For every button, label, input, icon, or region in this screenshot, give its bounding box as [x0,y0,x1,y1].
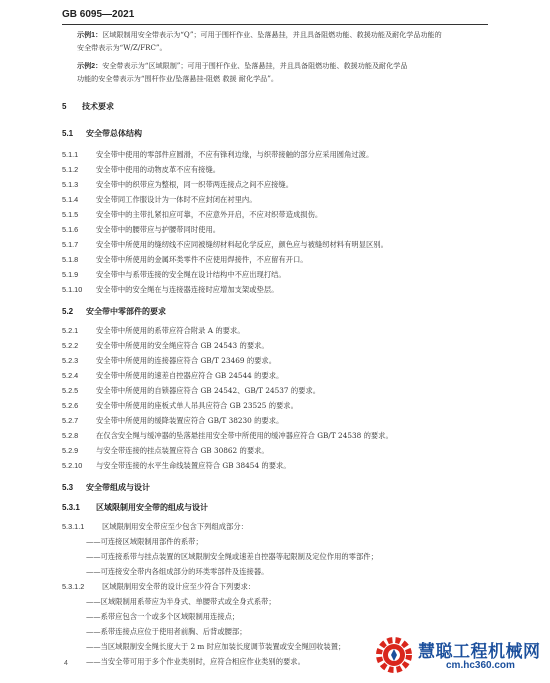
clause [62,401,298,411]
section-title: 区域限制用安全带的组成与设计 [96,503,208,512]
example-1 [77,29,489,54]
standard-code: GB 6095—2021 [62,9,135,20]
example-text: 安全带表示为“W/Z/FRC”。 [77,42,167,52]
clause [62,195,257,205]
clause [62,270,286,280]
clause-number: 5.2.6 [62,401,79,410]
watermark-name: 慧聪工程机械网 [418,642,541,662]
clause-text: 安全带中所使用的缝纫线不应同被缝纫材料起化学反应，颜色应与被缝纫材料有明显区别。 [96,240,388,249]
clause [62,461,291,471]
clause [62,416,283,426]
clause-number: 5.1.4 [62,195,79,204]
clause-number: 5.2.4 [62,371,79,380]
clause [62,255,308,265]
clause-number: 5.1.2 [62,165,79,174]
clause [62,386,320,396]
clause-number: 5.2.5 [62,386,79,395]
section-title: 安全带中零部件的要求 [86,307,166,316]
example-tag: 示例2： [77,62,103,70]
clause-text: 安全带中所使用的系带应符合附录 A 的要求。 [96,326,245,335]
clause-number: 5.1.9 [62,270,79,279]
clause [62,210,322,220]
clause [62,356,276,366]
page-number: 4 [64,660,68,667]
list-item: ——可连接安全带内各组成部分的环类零部件及连接器。 [86,567,269,576]
header-rule [62,24,488,25]
clause-text: 安全带中的安全绳在与连接器连接时应增加支架或垫层。 [96,285,279,294]
clause [62,446,269,456]
section-heading [62,101,114,112]
clause [62,165,220,175]
clause [62,240,388,250]
example-text: 区域限制用安全带表示为“Q”；可用于围杆作业、坠落悬挂，并且具备阻燃功能、救援功能及耐化学品功能的 [102,30,442,39]
clause-text: 安全带中使用的零部件应圆滑，不应有锋利边缘，与织带接触的部分应采用圆角过渡。 [96,150,374,159]
clause-number: 5.2.10 [62,461,83,470]
clause-number: 5.1.8 [62,255,79,264]
clause-number: 5.1.6 [62,225,79,234]
clause-number: 5.2.1 [62,326,79,335]
clause-text: 安全带中与系带连接的安全绳在设计结构中不应出现打结。 [96,270,286,279]
clause-number: 5.2.8 [62,431,79,440]
clause [62,582,255,592]
list-item: ——可连接区域限制用部件的系带； [86,537,203,546]
list-item: ——当安全带可用于多个作业类别时，应符合相应作业类别的要求。 [86,657,305,666]
clause-text: 安全带中所使用的座板式单人吊具应符合 GB 23525 的要求。 [96,401,298,410]
section-heading [62,128,142,139]
section-title: 安全带总体结构 [86,129,142,138]
clause [62,225,220,235]
section-heading [62,306,166,317]
example-text: 功能的安全带表示为“围杆作业/坠落悬挂-阻燃 救援 耐化学品”。 [77,73,278,83]
clause [62,180,293,190]
example-text: 安全带表示为“区域限制”；可用于围杆作业、坠落悬挂，并且具备阻燃功能、救援功能及耐化学品 [102,61,408,70]
clause-text: 安全带中所使用的安全绳应符合 GB 24543 的要求。 [96,341,269,350]
clause-text: 安全带中的织带应为整根，同一织带两连接点之间不应接缝。 [96,180,294,189]
clause-text: 与安全带连接的水平生命线装置应符合 GB 38454 的要求。 [96,461,291,470]
clause-text: 与安全带连接的挂点装置应符合 GB 30862 的要求。 [96,446,269,455]
clause [62,326,245,336]
clause [62,431,393,441]
clause-text: 安全带中使用的动物皮革不应有接缝。 [96,165,221,174]
list-item: ——系带应包含一个或多个区域限制用连接点； [86,612,240,621]
clause-text: 安全带同工作服设计为一体时不应封闭在衬里内。 [96,195,257,204]
clause-text: 安全带中所使用的金属环类零件不应使用焊接件，不应留有开口。 [96,255,308,264]
clause-number: 5.3.1.1 [62,522,85,531]
clause [62,522,248,532]
clause-text: 安全带中所使用的连接器应符合 GB/T 23469 的要求。 [96,356,277,365]
section-heading [62,482,150,493]
clause [62,285,278,295]
watermark [374,633,542,677]
clause-number: 5.2.3 [62,356,79,365]
clause-text: 安全带中所使用的自锁器应符合 GB 24542、GB/T 24537 的要求。 [96,386,321,395]
clause [62,150,373,160]
clause-text: 区域限制用安全带应至少包含下列组成部分： [102,522,248,531]
section-number: 5.3.1 [62,503,80,512]
clause-number: 5.2.2 [62,341,79,350]
clause-number: 5.1.3 [62,180,79,189]
watermark-url: cm.hc360.com [446,660,515,671]
list-item: ——区域限制用系带应为半身式、单腰带式或全身式系带； [86,597,276,606]
section-number: 5.1 [62,129,74,138]
clause-text: 在仅含安全绳与缓冲器的坠落悬挂用安全带中所使用的缓冲器应符合 GB/T 24538 的要求。 [96,431,393,440]
example-tag: 示例1： [77,31,103,39]
clause-number: 5.1.1 [62,150,79,159]
clause-number: 5.2.9 [62,446,79,455]
clause-number: 5.1.7 [62,240,79,249]
list-item: ——可连接系带与挂点装置的区域限制安全绳或速差自控器等起限制及定位作用的零部件； [86,552,378,561]
example-2 [77,60,489,85]
clause-number: 5.1.10 [62,285,83,294]
section-number: 5.2 [62,307,74,316]
section-title: 安全带组成与设计 [86,483,150,492]
clause-text: 安全带中所使用的速差自控器应符合 GB 24544 的要求。 [96,371,284,380]
list-item: ——系带连接点应位于使用者前胸、后背或腰部； [86,627,247,636]
clause-number: 5.3.1.2 [62,582,85,591]
clause-text: 安全带中的腰带应与护腰带同时使用。 [96,225,221,234]
clause [62,341,269,351]
clause-text: 区域限制用安全带的设计应至少符合下列要求： [102,582,256,591]
clause-text: 安全带中所使用的缓降装置应符合 GB/T 38230 的要求。 [96,416,284,425]
section-number: 5.3 [62,483,74,492]
section-title: 技术要求 [82,102,114,111]
clause [62,371,283,381]
section-number: 5 [62,102,67,111]
subsection-heading [62,502,208,513]
gear-logo-icon [374,635,414,675]
clause-text: 安全带中的主带扎紧扣应可靠，不应意外开启，不应对织带造成损伤。 [96,210,323,219]
list-item: ——当区域限制安全绳长度大于 2 m 时应加装长度调节装置或安全绳回收装置； [86,642,346,651]
clause-number: 5.2.7 [62,416,79,425]
clause-number: 5.1.5 [62,210,79,219]
